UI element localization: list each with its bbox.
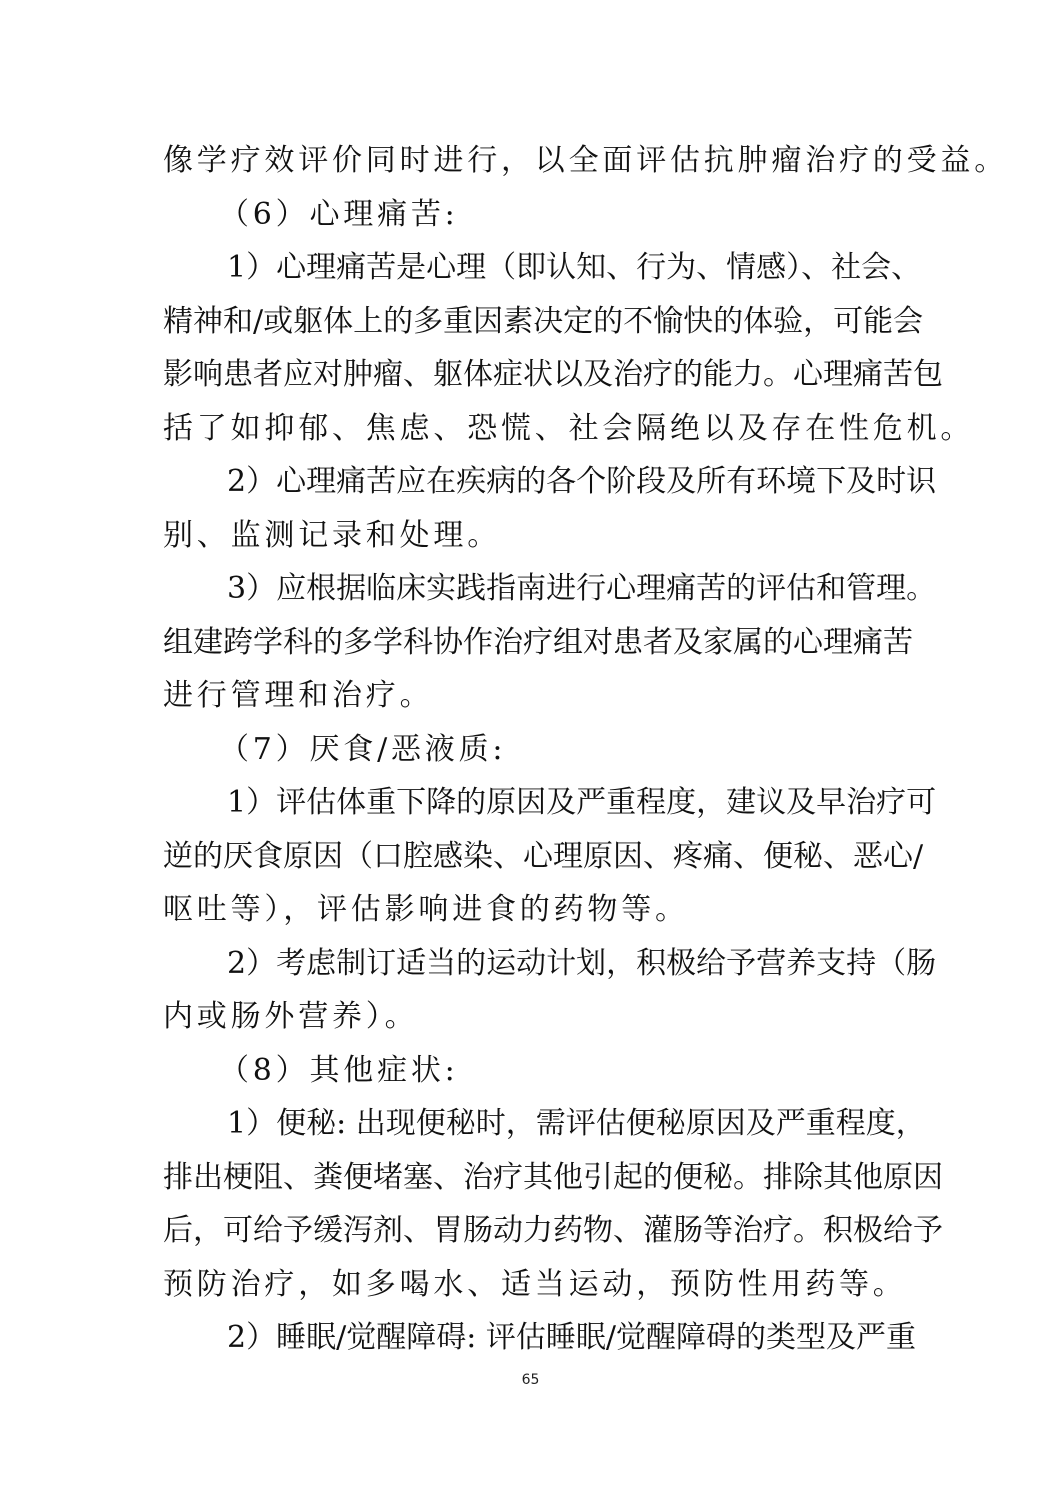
text-line-16: 2）考虑制订适当的运动计划，积极给予营养支持（肠 bbox=[227, 945, 937, 981]
text-line-4: 精神和/或躯体上的多重因素决定的不愉快的体验，可能会 bbox=[163, 303, 924, 339]
text-line-7: 2）心理痛苦应在疾病的各个阶段及所有环境下及时识 bbox=[227, 464, 937, 499]
section-heading-psychological-distress: （6）心理痛苦: bbox=[219, 196, 459, 232]
text-line-22: 预防治疗，如多喝水、适当运动，预防性用药等。 bbox=[163, 1266, 907, 1302]
text-line-19: 1）便秘: 出现便秘时，需评估便秘原因及严重程度， bbox=[227, 1106, 926, 1141]
text-line-3: 1）心理痛苦是心理（即认知、行为、情感）、社会、 bbox=[227, 250, 922, 285]
section-heading-anorexia-cachexia: （7）厌食/恶液质: bbox=[219, 731, 507, 767]
text-line-17: 内或肠外营养）。 bbox=[163, 999, 419, 1034]
text-line-23: 2）睡眠/觉醒障碍: 评估睡眠/觉醒障碍的类型及严重 bbox=[227, 1320, 916, 1355]
text-line-10: 组建跨学科的多学科协作治疗组对患者及家属的心理痛苦 bbox=[163, 624, 913, 660]
text-line-5: 影响患者应对肿瘤、躯体症状以及治疗的能力。心理痛苦包 bbox=[163, 357, 943, 392]
section-heading-other-symptoms: （8）其他症状: bbox=[219, 1052, 459, 1088]
document-body bbox=[163, 134, 1008, 1365]
text-line-11: 进行管理和治疗。 bbox=[163, 678, 434, 713]
page-number: 65 bbox=[521, 1372, 540, 1388]
text-line-13: 1）评估体重下降的原因及严重程度，建议及早治疗可 bbox=[227, 785, 937, 820]
text-line-6: 括了如抑郁、焦虑、恐慌、社会隔绝以及存在性危机。 bbox=[163, 410, 975, 446]
text-line-8: 别、监测记录和处理。 bbox=[163, 517, 501, 553]
text-line-21: 后，可给予缓泻剂、胃肠动力药物、灌肠等治疗。积极给予 bbox=[163, 1213, 943, 1248]
text-line-9: 3）应根据临床实践指南进行心理痛苦的评估和管理。 bbox=[227, 571, 937, 606]
text-line-14: 逆的厌食原因（口腔感染、心理原因、疼痛、便秘、恶心/ bbox=[163, 838, 924, 874]
text-line-20: 排出梗阻、粪便堵塞、治疗其他引起的便秘。排除其他原因 bbox=[163, 1159, 943, 1195]
text-line-15: 呕吐等），评估影响进食的药物等。 bbox=[163, 892, 689, 927]
text-line-1: 像学疗效评价同时进行，以全面评估抗肿瘤治疗的受益。 bbox=[163, 143, 1008, 178]
